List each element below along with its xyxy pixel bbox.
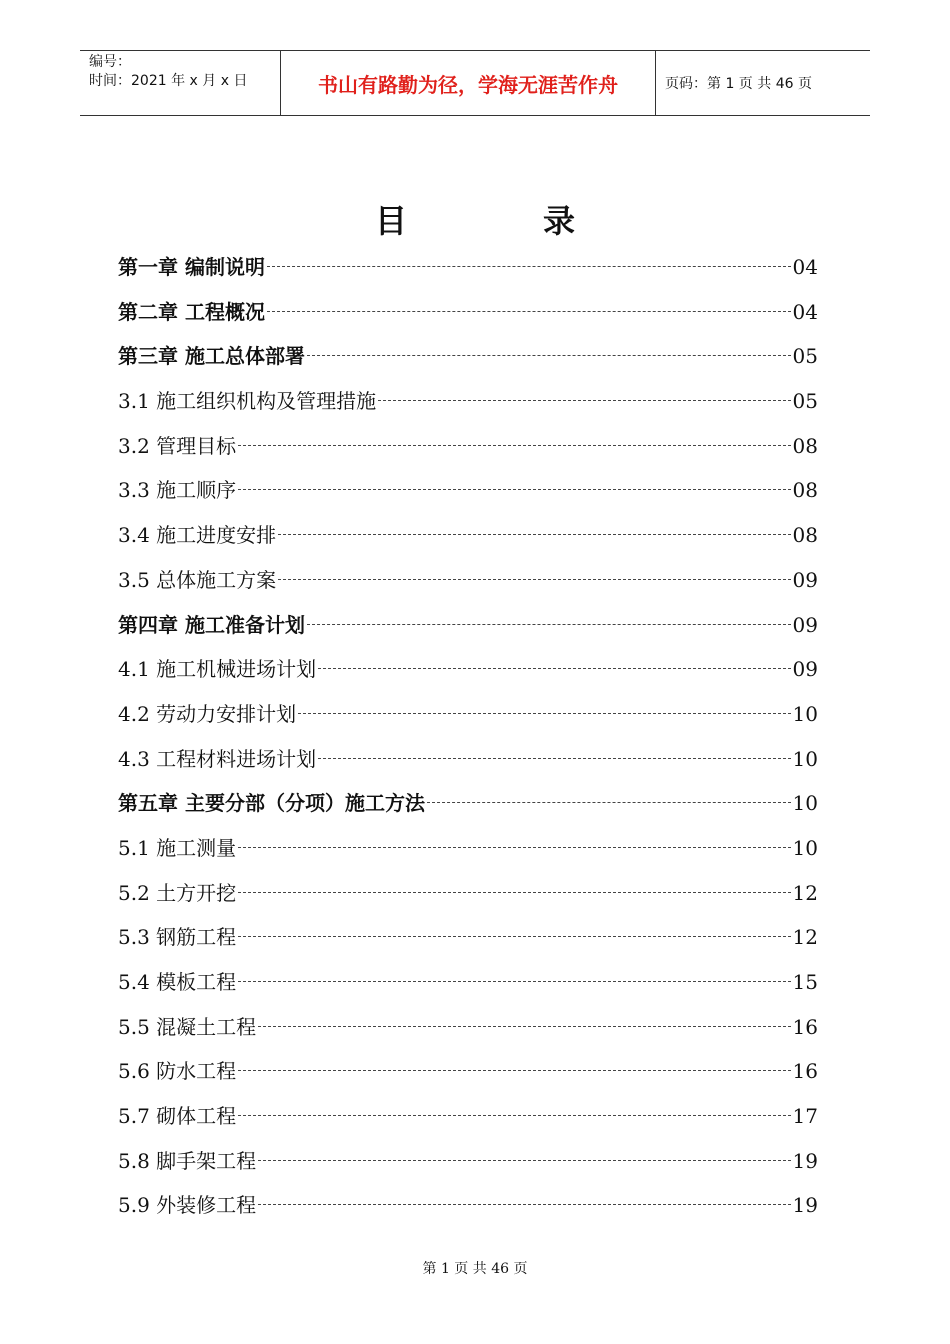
table-of-contents xyxy=(118,251,818,1234)
toc-leader xyxy=(307,355,791,356)
toc-entry-page: 16 xyxy=(792,1014,818,1039)
toc-entry-label: 3.2 管理目标 xyxy=(118,433,237,458)
toc-entry-label: 3.1 施工组织机构及管理措施 xyxy=(118,389,377,414)
toc-entry[interactable] xyxy=(118,564,818,609)
toc-entry[interactable] xyxy=(118,340,818,385)
page-footer: 第 1 页 共 46 页 xyxy=(422,1261,528,1277)
toc-leader xyxy=(258,1026,790,1027)
time-label: 时间：2021 年 x 月 x 日 xyxy=(89,73,248,89)
toc-entry[interactable] xyxy=(118,1100,818,1145)
toc-leader xyxy=(278,534,790,535)
toc-entry-page: 12 xyxy=(792,925,818,950)
toc-entry-page: 17 xyxy=(792,1104,818,1129)
toc-entry-page: 08 xyxy=(792,523,818,548)
toc-entry-page: 08 xyxy=(792,478,818,503)
toc-leader xyxy=(258,1204,790,1205)
toc-entry[interactable] xyxy=(118,787,818,832)
toc-entry-label: 4.2 劳动力安排计划 xyxy=(118,701,297,726)
toc-leader xyxy=(258,1160,790,1161)
toc-leader xyxy=(238,892,790,893)
toc-entry-page: 10 xyxy=(792,791,818,816)
toc-leader xyxy=(238,936,790,937)
toc-entry-label: 4.3 工程材料进场计划 xyxy=(118,746,317,771)
toc-entry[interactable] xyxy=(118,877,818,922)
toc-entry-label: 第一章 编制说明 xyxy=(118,255,265,279)
toc-entry[interactable] xyxy=(118,1055,818,1100)
toc-entry[interactable] xyxy=(118,251,818,296)
toc-entry-page: 10 xyxy=(792,835,818,860)
toc-entry-page: 05 xyxy=(792,344,818,369)
toc-entry-label: 第五章 主要分部（分项）施工方法 xyxy=(118,791,425,816)
page-header xyxy=(80,50,870,116)
toc-entry[interactable] xyxy=(118,1145,818,1190)
toc-leader xyxy=(427,802,791,803)
toc-entry-page: 19 xyxy=(792,1148,818,1173)
toc-leader xyxy=(238,981,790,982)
toc-entry-label: 5.7 砌体工程 xyxy=(118,1104,237,1129)
toc-entry-label: 5.9 外装修工程 xyxy=(118,1193,257,1218)
toc-entry-page: 04 xyxy=(792,299,818,324)
toc-entry-page: 04 xyxy=(792,255,818,279)
toc-entry-label: 5.2 土方开挖 xyxy=(118,880,237,905)
toc-entry-label: 5.4 模板工程 xyxy=(118,970,237,994)
header-motto: 书山有路勤为径，学海无涯苦作舟 xyxy=(281,51,656,115)
toc-leader xyxy=(238,1115,790,1116)
toc-entry-label: 第四章 施工准备计划 xyxy=(118,612,305,637)
toc-leader xyxy=(267,311,791,312)
toc-entry-label: 第二章 工程概况 xyxy=(118,299,265,324)
toc-entry[interactable] xyxy=(118,921,818,966)
toc-entry[interactable] xyxy=(118,296,818,341)
toc-title: 目录 xyxy=(374,202,711,240)
toc-entry-label: 第三章 施工总体部署 xyxy=(118,344,305,369)
toc-entry[interactable] xyxy=(118,1011,818,1056)
toc-leader xyxy=(378,400,790,401)
toc-entry[interactable] xyxy=(118,609,818,654)
toc-entry-page: 12 xyxy=(792,880,818,905)
toc-entry[interactable] xyxy=(118,966,818,1011)
toc-entry-label: 3.4 施工进度安排 xyxy=(118,523,277,548)
number-label: 编号： xyxy=(89,54,131,70)
toc-entry[interactable] xyxy=(118,385,818,430)
toc-leader xyxy=(238,847,790,848)
toc-entry-label: 3.5 总体施工方案 xyxy=(118,567,277,592)
toc-leader xyxy=(238,1070,790,1071)
toc-entry-page: 10 xyxy=(792,701,818,726)
toc-leader xyxy=(318,668,790,669)
toc-entry[interactable] xyxy=(118,743,818,788)
toc-entry-label: 5.8 脚手架工程 xyxy=(118,1148,257,1173)
toc-entry-label: 3.3 施工顺序 xyxy=(118,478,237,503)
toc-entry-label: 5.6 防水工程 xyxy=(118,1059,237,1084)
toc-entry-label: 5.5 混凝土工程 xyxy=(118,1014,257,1039)
toc-entry[interactable] xyxy=(118,1189,818,1234)
toc-entry-label: 5.1 施工测量 xyxy=(118,835,237,860)
toc-entry-label: 4.1 施工机械进场计划 xyxy=(118,657,317,682)
toc-entry-page: 09 xyxy=(792,657,818,682)
toc-entry-page: 08 xyxy=(792,433,818,458)
toc-entry-page: 15 xyxy=(792,970,818,994)
toc-entry-label: 5.3 钢筋工程 xyxy=(118,925,237,950)
toc-entry[interactable] xyxy=(118,430,818,475)
toc-leader xyxy=(238,489,790,490)
header-meta xyxy=(80,51,281,115)
toc-entry-page: 09 xyxy=(792,612,818,637)
toc-entry-page: 19 xyxy=(792,1193,818,1218)
toc-entry-page: 05 xyxy=(792,389,818,414)
toc-entry[interactable] xyxy=(118,832,818,877)
toc-leader xyxy=(278,579,790,580)
toc-entry-page: 10 xyxy=(792,746,818,771)
toc-leader xyxy=(318,758,790,759)
toc-entry[interactable] xyxy=(118,474,818,519)
toc-entry[interactable] xyxy=(118,653,818,698)
toc-entry[interactable] xyxy=(118,698,818,743)
toc-entry[interactable] xyxy=(118,519,818,564)
toc-leader xyxy=(238,445,790,446)
toc-leader xyxy=(267,266,791,267)
header-page-info: 页码：第 1 页 共 46 页 xyxy=(665,76,812,92)
toc-entry-page: 09 xyxy=(792,567,818,592)
toc-leader xyxy=(298,713,790,714)
toc-entry-page: 16 xyxy=(792,1059,818,1084)
toc-leader xyxy=(307,624,791,625)
